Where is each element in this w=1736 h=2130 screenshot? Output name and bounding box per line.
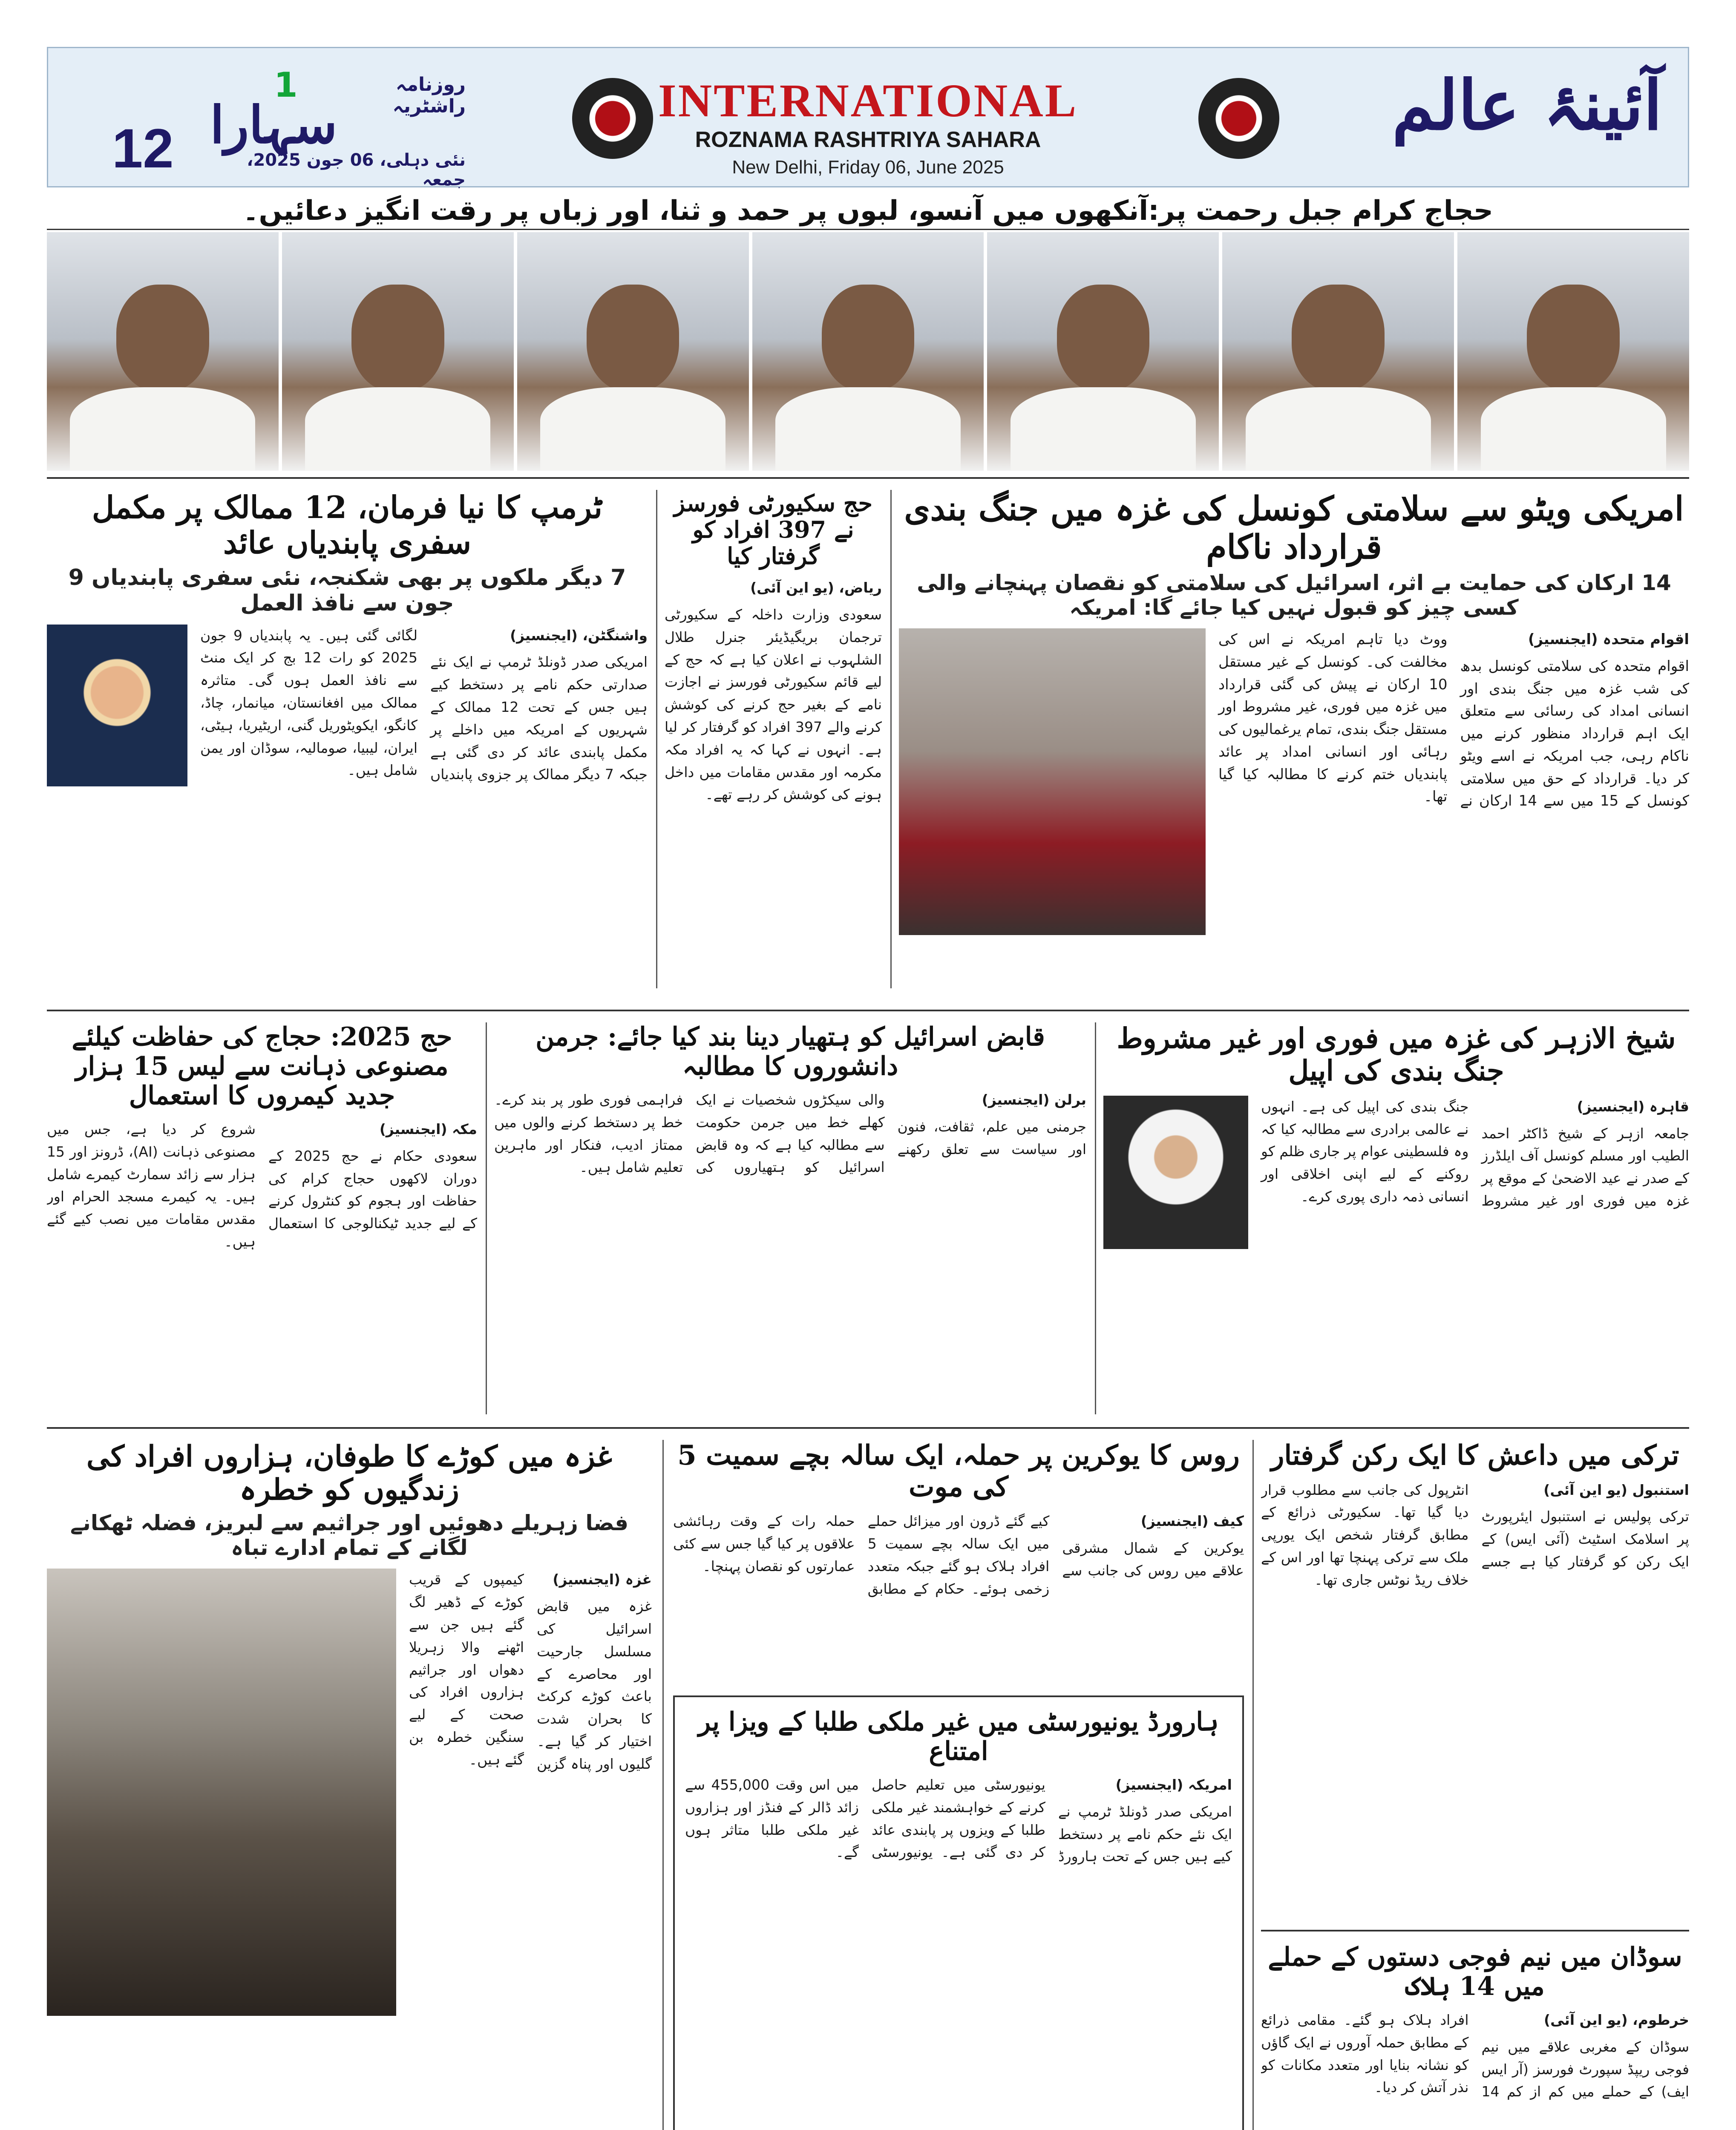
body-text: غزہ میں قابض اسرائیل کی مسلسل جارحیت اور محاصرے کے باعث کوڑے کرکٹ کا بحران شدت اختیار کر گیا ہے۔ گلیوں اور پناہ گزین کیمپوں کے قریب کوڑے کے ڈھیر لگ گئے ہیں جن سے اٹھنے والا زہریلا دھواں اور جراثیم ہزاروں افراد کی صحت کے لیے سنگین خطرہ بن گئے ہیں۔ <box>409 1571 652 1772</box>
article-body <box>1261 2009 1689 2103</box>
dateline: اقوام متحدہ (ایجنسیز) <box>1528 631 1689 648</box>
headline: روس کا یوکرین پر حملہ، ایک سالہ بچے سمیت 5 کی موت <box>677 1440 1240 1503</box>
garbage-pile-photo <box>47 1569 396 2016</box>
dateline: واشنگٹن، (ایجنسیز) <box>510 627 648 644</box>
headline: حج سکیورٹی فورسز نے 397 افراد کو گرفتار کیا <box>674 490 873 570</box>
pilgrim-photo <box>987 232 1219 471</box>
headline: حج 2025: حجاج کی حفاظت کیلئے مصنوعی ذہانت سے لیس 15 ہزار جدید کیمروں کا استعمال <box>72 1022 452 1111</box>
article-al-azhar <box>1103 1022 1689 1414</box>
body-text: سعودی حکام نے حج 2025 کے دوران لاکھوں حجاج کرام کی حفاظت اور ہجوم کو کنٹرول کرنے کے لیے جدید ٹیکنالوجی کا استعمال شروع کر دیا ہے، جس میں مصنوعی ذہانت (AI)، ڈرونز اور 15 ہزار سے زائد سمارٹ کیمرے شامل ہیں۔ یہ کیمرے مسجد الحرام اور مقدس مقامات میں نصب کیے گئے ہیں۔ <box>47 1121 477 1250</box>
logo-tag: روزنامہ راشٹریہ <box>392 74 466 117</box>
logo-dateline: نئی دہلی، 06 جون 2025، جمعہ <box>247 150 466 190</box>
headline: شیخ الازہر کی غزہ میں فوری اور غیر مشروط جنگ بندی کی اپیل <box>1117 1022 1676 1087</box>
dateline: کیف (ایجنسیز) <box>1140 1513 1244 1530</box>
emblem-icon <box>572 78 653 159</box>
body-text: سوڈان کے مغربی علاقے میں نیم فوجی ریپڈ سپورٹ فورسز (آر ایس ایف) کے حملے میں کم از کم 14 افراد ہلاک ہو گئے۔ مقامی ذرائع کے مطابق حملہ آوروں نے ایک گاؤں کو نشانہ بنایا اور متعدد مکانات کو نذر آتش کر دیا۔ <box>1261 2012 1689 2100</box>
article-russia-ukraine <box>673 1440 1244 1678</box>
sheikh-azhar-photo <box>1103 1096 1248 1249</box>
dateline: استنبول (یو این آئی) <box>1543 1481 1689 1498</box>
trump-photo <box>47 625 187 786</box>
pilgrim-photo <box>282 232 514 471</box>
headline: غزہ میں کوڑے کا طوفان، ہزاروں افراد کی زندگیوں کو خطرہ <box>86 1440 612 1507</box>
body-text: ترکی پولیس نے استنبول ایئرپورٹ پر اسلامک اسٹیٹ (آئی ایس) کے ایک رکن کو گرفتار کیا ہے جسے انٹرپول کی جانب سے مطلوب قرار دیا گیا تھا۔ سکیورٹی ذرائع کے مطابق گرفتار شخص ایک یورپی ملک سے ترکی پہنچا تھا اور اس کے خلاف ریڈ نوٹس جاری تھا۔ <box>1261 1481 1689 1588</box>
dateline: ریاض، (یو این آئی) <box>750 579 882 596</box>
article-body <box>1261 1479 1689 1592</box>
section-title-urdu: آئینۂ عالم <box>1392 65 1662 145</box>
headline: ترکی میں داعش کا ایک رکن گرفتار <box>1271 1440 1679 1471</box>
article-body <box>200 625 648 786</box>
section-title: INTERNATIONAL <box>658 75 1078 127</box>
article-body <box>494 1089 1086 1179</box>
article-body <box>685 1774 1232 1868</box>
headline: قابض اسرائیل کو ہتھیار دینا بند کیا جائے: جرمن دانشوروں کا مطالبہ <box>535 1022 1045 1081</box>
article-harvard-visa <box>673 1695 1244 2130</box>
article-body <box>47 1118 477 1253</box>
dateline: قاہرہ (ایجنسیز) <box>1577 1098 1689 1115</box>
sahara-logo <box>202 65 466 190</box>
article-sudan-attack <box>1261 1943 1689 2130</box>
logo-word: سہارا <box>210 95 337 155</box>
issue-date: New Delhi, Friday 06, June 2025 <box>732 157 1004 178</box>
subhead: 14 ارکان کی حمایت بے اثر، اسرائیل کی سلامتی کو نقصان پہنچانے والی کسی چیز کو قبول نہیں کیا جائے گا: امریکہ <box>917 570 1671 620</box>
body-text: جرمنی میں علم، ثقافت، فنون اور سیاست سے تعلق رکھنے والی سیکڑوں شخصیات نے ایک کھلے خط میں جرمن حکومت سے مطالبہ کیا ہے کہ وہ قابض اسرائیل کو ہتھیاروں کی فراہمی فوری طور پر بند کرے۔ خط پر دستخط کرنے والوں میں ممتاز ادیب، فنکار اور ماہرین تعلیم شامل ہیں۔ <box>494 1091 1086 1176</box>
pilgrim-photo <box>47 232 279 471</box>
top-story-headline: حجاج کرام جبل رحمت پر:آنکھوں میں آنسو، لبوں پر حمد و ثنا، اور زباں پر رقت انگیز دعائیں۔ <box>47 192 1689 230</box>
newspaper-name: ROZNAMA RASHTRIYA SAHARA <box>695 127 1041 152</box>
subhead: 7 دیگر ملکوں پر بھی شکنجہ، نئی سفری پابندیاں 9 جون سے نافذ العمل <box>68 564 626 616</box>
un-council-photo <box>899 628 1206 935</box>
headline: سوڈان میں نیم فوجی دستوں کے حملے میں 14 ہلاک <box>1268 1943 1682 2001</box>
article-hajj-ai-cameras <box>47 1022 477 1414</box>
dateline: خرطوم، (یو این آئی) <box>1543 2012 1689 2028</box>
article-hajj-arrests <box>665 490 882 988</box>
emblem-icon <box>1198 78 1279 159</box>
article-body <box>665 577 882 806</box>
page-number: 12 <box>112 117 174 179</box>
article-turkey-isis <box>1261 1440 1689 1921</box>
body-text: سعودی وزارت داخلہ کے سکیورٹی ترجمان بریگیڈیئر جنرل طلال الشلہوب نے اعلان کیا ہے کہ حج کے لیے قائم سکیورٹی فورسز نے اجازت نامے کے بغیر حج کرنے کی کوشش کرنے والے 397 افراد کو گرفتار کر لیا ہے۔ انہوں نے کہا کہ یہ افراد مکہ مکرمہ اور مقدس مقامات میں داخل ہونے کی کوشش کر رہے تھے۔ <box>665 606 882 803</box>
article-un-veto <box>899 490 1689 988</box>
body-text: امریکی صدر ڈونلڈ ٹرمپ نے ایک نئے صدارتی حکم نامے پر دستخط کیے ہیں جس کے تحت 12 ممالک کے شہریوں کے امریکہ میں داخلے پر مکمل پابندی عائد کر دی گئی ہے جبکہ 7 دیگر ممالک پر جزوی پابندیاں لگائی گئی ہیں۔ یہ پابندیاں 9 جون 2025 کو رات 12 بج کر ایک منٹ سے نافذ العمل ہوں گی۔ متاثرہ ممالک میں افغانستان، میانمار، چاڈ، کانگو، ایکویٹوریل گنی، اریٹیریا، ہیٹی، ایران، لیبیا، صومالیہ، سوڈان اور یمن شامل ہیں۔ <box>200 627 648 783</box>
article-body <box>1218 628 1689 935</box>
hajj-photo-strip <box>47 232 1689 471</box>
dateline: برلن (ایجنسیز) <box>982 1091 1086 1108</box>
article-body <box>409 1569 652 2016</box>
pilgrim-photo <box>1457 232 1689 471</box>
article-body <box>1261 1096 1689 1249</box>
subhead: فضا زہریلے دھوئیں اور جراثیم سے لبریز، فضلہ ٹھکانے لگانے کے تمام ادارے تباہ <box>70 1511 629 1560</box>
article-trump-travel-ban <box>47 490 648 988</box>
article-body <box>673 1510 1244 1600</box>
article-germany-arms <box>494 1022 1086 1414</box>
dateline: امریکہ (ایجنسیز) <box>1115 1776 1232 1793</box>
pilgrim-photo <box>1222 232 1454 471</box>
pilgrim-photo <box>517 232 749 471</box>
headline: ہارورڈ یونیورسٹی میں غیر ملکی طلبا کے ویزا پر امتناع <box>698 1707 1219 1766</box>
body-text: یوکرین کے شمال مشرقی علاقے میں روس کی جانب سے کیے گئے ڈرون اور میزائل حملے میں ایک سالہ بچے سمیت 5 افراد ہلاک ہو گئے جبکہ متعدد زخمی ہوئے۔ حکام کے مطابق حملہ رات کے وقت رہائشی علاقوں پر کیا گیا جس سے کئی عمارتوں کو نقصان پہنچا۔ <box>673 1513 1244 1597</box>
headline: امریکی ویٹو سے سلامتی کونسل کی غزہ میں جنگ بندی قرارداد ناکام <box>904 490 1684 567</box>
body-text: اقوام متحدہ کی سلامتی کونسل بدھ کی شب غزہ میں جنگ بندی اور انسانی امداد کی رسائی سے متعلق ایک اہم قرارداد منظور کرنے میں ناکام رہی، جب امریکہ نے اسے ویٹو کر دیا۔ قرارداد کے حق میں سلامتی کونسل کے 15 میں سے 14 ارکان نے ووٹ دیا تاہم امریکہ نے اس کی مخالفت کی۔ کونسل کے غیر مستقل 10 ارکان نے پیش کی گئی قرارداد میں غزہ میں فوری، غیر مشروط اور مستقل جنگ بندی، تمام یرغمالیوں کی رہائی اور انسانی امداد پر عائد پابندیاں ختم کرنے کا مطالبہ کیا گیا تھا۔ <box>1218 631 1689 810</box>
masthead <box>47 47 1689 190</box>
body-text: جامعہ ازہر کے شیخ ڈاکٹر احمد الطیب اور مسلم کونسل آف ایلڈرز کے صدر نے عید الاضحیٰ کے موقع پر غزہ میں فوری اور غیر مشروط جنگ بندی کی اپیل کی ہے۔ انہوں نے عالمی برادری سے مطالبہ کیا کہ وہ فلسطینی عوام پر جاری ظلم کو روکنے کے لیے اپنی اخلاقی اور انسانی ذمہ داری پوری کرے۔ <box>1261 1098 1689 1209</box>
pilgrim-photo <box>752 232 984 471</box>
dateline: غزہ (ایجنسیز) <box>553 1571 652 1588</box>
dateline: مکہ (ایجنسیز) <box>379 1121 477 1137</box>
body-text: امریکی صدر ڈونلڈ ٹرمپ نے ایک نئے حکم نامے پر دستخط کیے ہیں جس کے تحت ہارورڈ یونیورسٹی میں تعلیم حاصل کرنے کے خواہشمند غیر ملکی طلبا کے ویزوں پر پابندی عائد کر دی گئی ہے۔ یونیورسٹی میں اس وقت 455,000 سے زائد ڈالر کے فنڈز اور ہزاروں غیر ملکی طلبا متاثر ہوں گے۔ <box>685 1776 1232 1865</box>
headline: ٹرمپ کا نیا فرمان، 12 ممالک پر مکمل سفری پابندیاں عائد <box>92 490 603 561</box>
logo-number: 1 <box>274 65 298 105</box>
article-gaza-garbage <box>47 1440 652 2130</box>
